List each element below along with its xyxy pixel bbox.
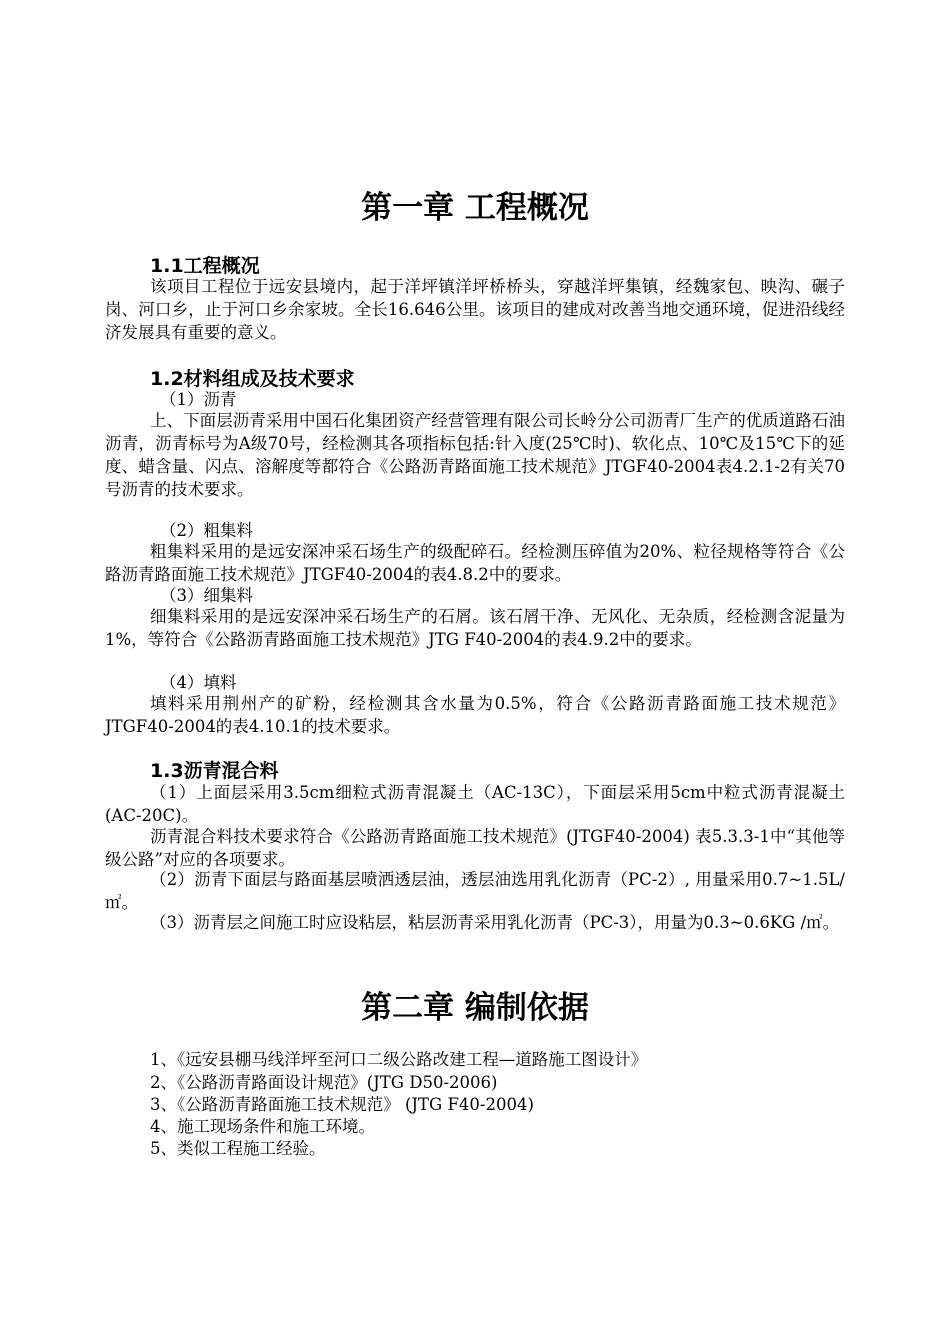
item-filler-label: （4）填料	[160, 673, 237, 692]
section-1-1-paragraph: 该项目工程位于远安县境内，起于洋坪镇洋坪桥桥头，穿越洋坪集镇，经魏家包、映沟、碾子岗、河口乡，止于河口乡余家坡。全长16.646公里。该项目的建成对改善当地交通环境，促进沿线经济发展具有重要的意义。	[105, 277, 845, 342]
item-filler-paragraph: 填料采用荆州产的矿粉，经检测其含水量为0.5%，符合《公路沥青路面施工技术规范》JTGF40-2004的表4.10.1的技术要求。	[105, 694, 845, 736]
item-asphalt-paragraph: 上、下面层沥青采用中国石化集团资产经营管理有限公司长岭分公司沥青厂生产的优质道路石油沥青，沥青标号为A级70号，经检测其各项指标包括:针入度(25℃时)、软化点、10℃及15℃下的延度、蜡含量、闪点、溶解度等都符合《公路沥青路面施工技术规范》JTGF40-2004表4.2.1-2有关70号沥青的技术要求。	[105, 411, 845, 499]
basis-list-item-5: 5、类似工程施工经验。	[150, 1139, 326, 1158]
item-asphalt-label: （1）沥青	[160, 390, 237, 409]
item-coarse-aggregate-paragraph: 粗集料采用的是远安深冲采石场生产的级配碎石。经检测压碎值为20%、粒径规格等符合《公路沥青路面施工技术规范》JTGF40-2004的表4.8.2中的要求。	[105, 542, 845, 584]
item-coarse-aggregate-label: （2）粗集料	[160, 521, 253, 540]
item-fine-aggregate-label: （3）细集料	[160, 586, 253, 605]
mixture-paragraph-4: （3）沥青层之间施工时应设粘层，粘层沥青采用乳化沥青（PC-3），用量为0.3~0.6KG /㎡。	[150, 913, 840, 932]
chapter-1-title: 第一章 工程概况	[361, 190, 589, 226]
basis-list-item-1: 1、《远安县棚马线洋坪至河口二级公路改建工程—道路施工图设计》	[150, 1050, 648, 1069]
mixture-paragraph-1: （1）上面层采用3.5cm细粒式沥青混凝土（AC-13C），下面层采用5cm中粒式沥青混凝土(AC-20C)。	[105, 783, 845, 825]
basis-list-item-2: 2、《公路沥青路面设计规范》(JTG D50-2006)	[150, 1073, 498, 1092]
section-1-1-heading: 1.1工程概况	[150, 255, 260, 277]
mixture-paragraph-2: 沥青混合料技术要求符合《公路沥青路面施工技术规范》(JTGF40-2004) 表5.3.3-1中“其他等级公路”对应的各项要求。	[105, 827, 845, 869]
item-fine-aggregate-paragraph: 细集料采用的是远安深冲采石场生产的石屑。该石屑干净、无风化、无杂质，经检测含泥量为1%，等符合《公路沥青路面施工技术规范》JTG F40-2004的表4.9.2中的要求。	[105, 607, 845, 649]
section-1-2-heading: 1.2材料组成及技术要求	[150, 368, 355, 390]
basis-list-item-4: 4、施工现场条件和施工环境。	[150, 1117, 375, 1136]
section-1-3-heading: 1.3沥青混合料	[150, 760, 279, 782]
basis-list-item-3: 3、《公路沥青路面施工技术规范》 (JTG F40-2004)	[150, 1095, 534, 1114]
chapter-2-title: 第二章 编制依据	[361, 990, 589, 1026]
mixture-paragraph-3: （2）沥青下面层与路面基层喷洒透层油，透层油选用乳化沥青（PC-2）, 用量采用0.7~1.5L/㎡。	[105, 870, 845, 912]
